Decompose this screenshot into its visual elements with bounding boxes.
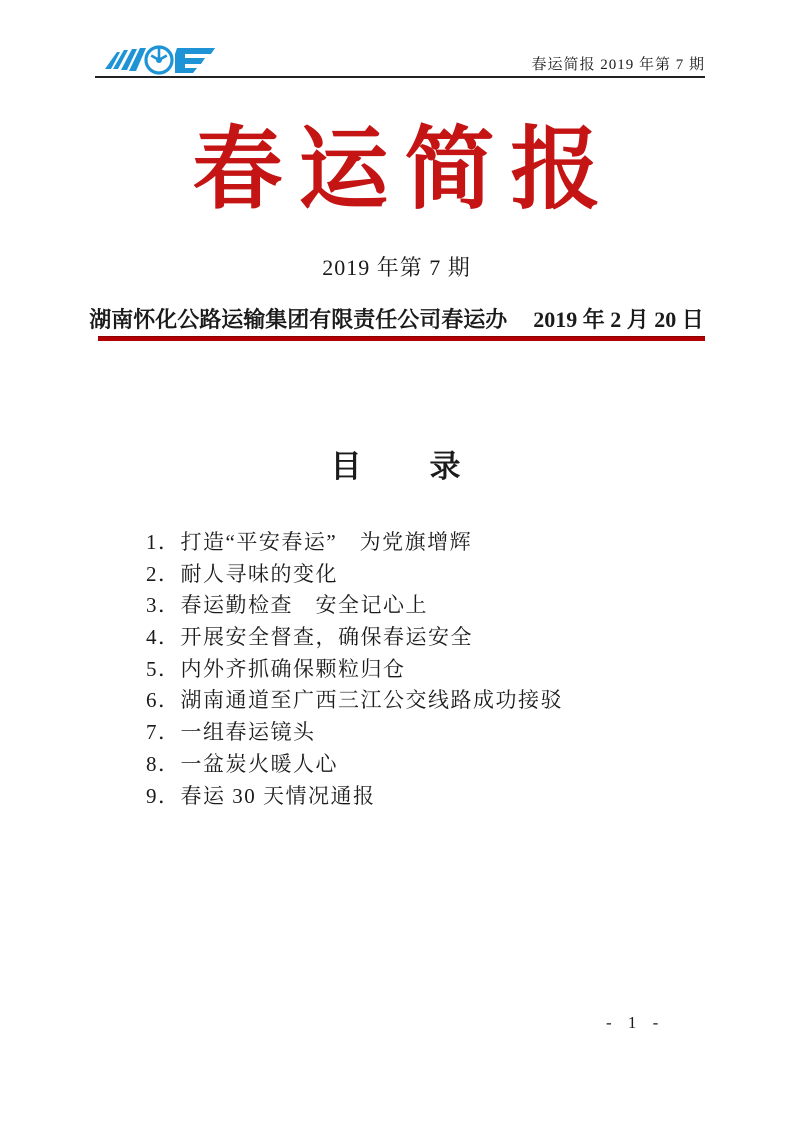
header-divider [95,76,705,78]
toc-item: 9．春运 30 天情况通报 [146,783,376,808]
bulletin-title: 春运简报 [192,121,617,220]
publisher-line [0,303,793,334]
toc-list [146,527,666,812]
toc-item: 1．打造“平安春运” 为党旗增辉 [146,530,473,554]
toc-item: 2．耐人寻味的变化 [146,561,338,586]
publish-date: 2019 年 2 月 20 日 [533,307,704,332]
toc-item: 6．湖南通道至广西三江公交线路成功接驳 [146,688,563,713]
page-number: - 1 - [606,1013,665,1032]
toc-item: 5．内外齐抓确保颗粒归仓 [146,656,406,681]
issue-number: 2019 年第 7 期 [322,255,471,280]
toc-item: 4．开展安全督查，确保春运安全 [146,625,473,650]
toc-item: 3．春运勤检查 安全记心上 [146,593,428,618]
toc-item: 7．一组春运镜头 [146,720,316,745]
toc-heading: 目 录 [330,449,463,484]
header-issue-label: 春运简报 2019 年第 7 期 [531,57,705,73]
red-divider [98,336,705,341]
transport-company-logo-icon [103,42,217,80]
publisher-name: 湖南怀化公路运输集团有限责任公司春运办 [89,307,508,332]
toc-item: 8．一盆炭火暖人心 [146,751,338,776]
